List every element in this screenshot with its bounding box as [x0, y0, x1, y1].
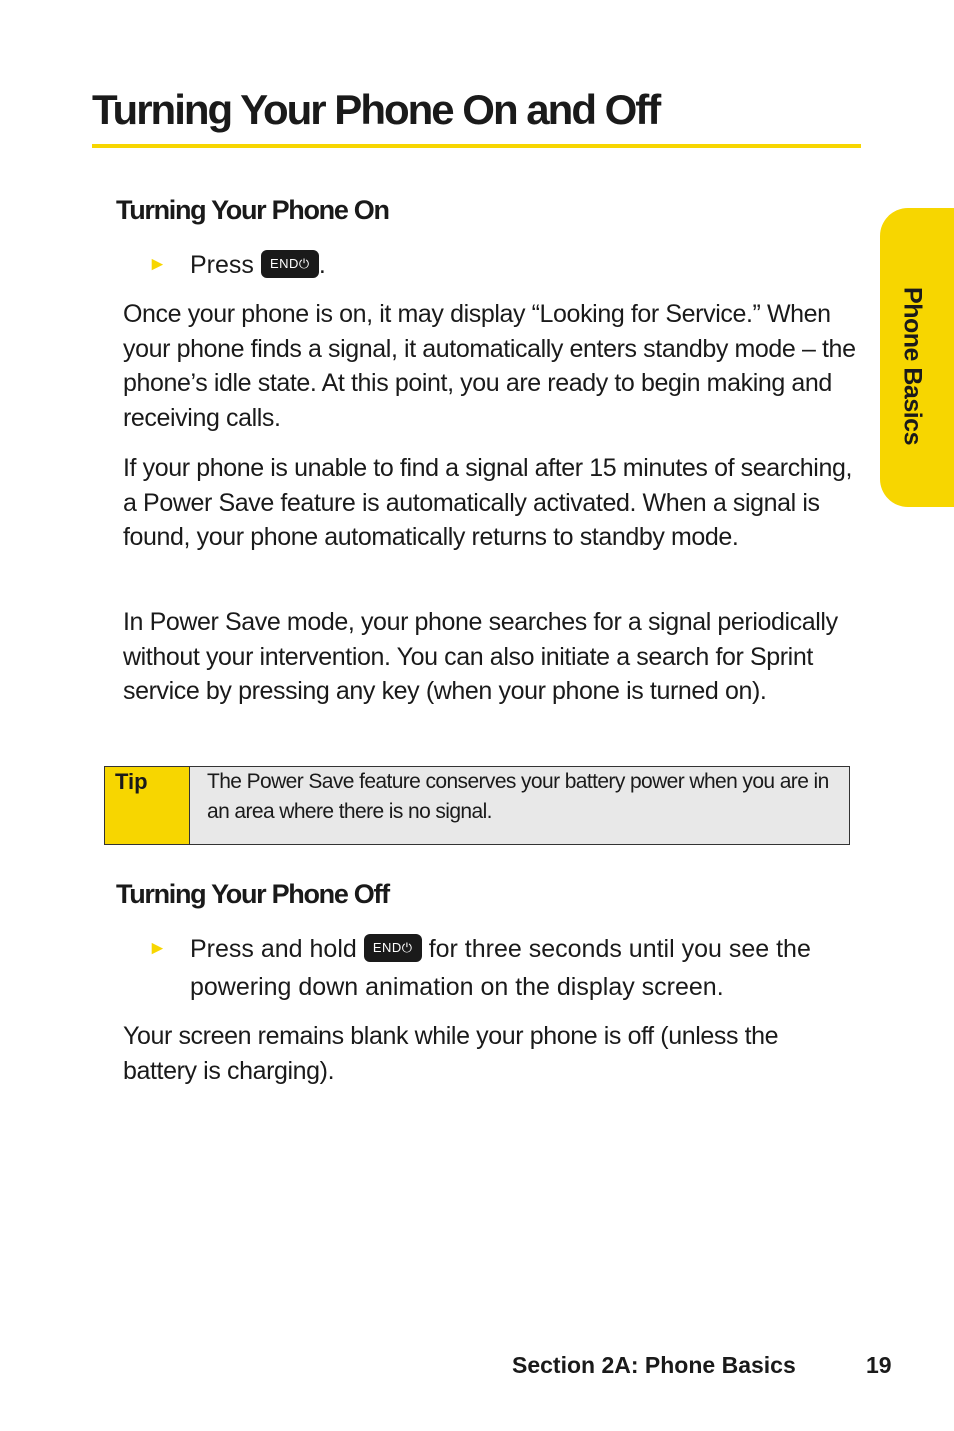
heading-turning-on: Turning Your Phone On: [116, 195, 389, 225]
footer-section-label: Section 2A: Phone Basics: [512, 1352, 796, 1378]
tip-label: Tip: [105, 767, 190, 844]
heading-turning-off: Turning Your Phone Off: [116, 879, 389, 909]
bullet-press-end: [148, 246, 854, 284]
bullet-text-before: Press and hold: [190, 935, 357, 963]
bullet-text-after: for three seconds until you see the powering down animation on the display screen.: [190, 935, 811, 1001]
side-tab-label: Phone Basics: [898, 287, 927, 445]
bullet-text-after: .: [318, 251, 326, 279]
paragraph-power-save: If your phone is unable to find a signal after 15 minutes of searching, a Power Save feature is automatically activated. When a signal is found, your phone automatically returns to standby mode.: [123, 454, 853, 551]
title-underline: [92, 144, 861, 148]
bullet-text: [190, 930, 854, 1006]
tip-text: The Power Save feature conserves your battery power when you are in an area where there is no signal.: [190, 767, 849, 844]
arrow-bullet-icon: ►: [148, 254, 167, 275]
paragraph-screen-blank: Your screen remains blank while your phone is off (unless the battery is charging).: [123, 1022, 779, 1085]
bullet-text: [190, 246, 854, 284]
end-key-icon: END⏻: [261, 250, 319, 278]
paragraph-looking-for-service: Once your phone is on, it may display “Looking for Service.” When your phone finds a signal, it automatically enters standby mode – the phone’s idle state. At this point, you are ready to begin making and receiving calls.: [123, 300, 856, 432]
bullet-press-hold-end: [148, 930, 854, 1006]
arrow-bullet-icon: ►: [148, 938, 167, 959]
footer-page-number: 19: [866, 1352, 892, 1378]
end-key-icon: END⏻: [364, 934, 422, 962]
tip-box: [104, 766, 850, 845]
page-title: Turning Your Phone On and Off: [92, 86, 660, 133]
paragraph-power-save-mode: In Power Save mode, your phone searches for a signal periodically without your intervention. You can also initiate a search for Sprint service by pressing any key (when your phone is turned on).: [123, 608, 838, 705]
bullet-text-before: Press: [190, 251, 254, 279]
